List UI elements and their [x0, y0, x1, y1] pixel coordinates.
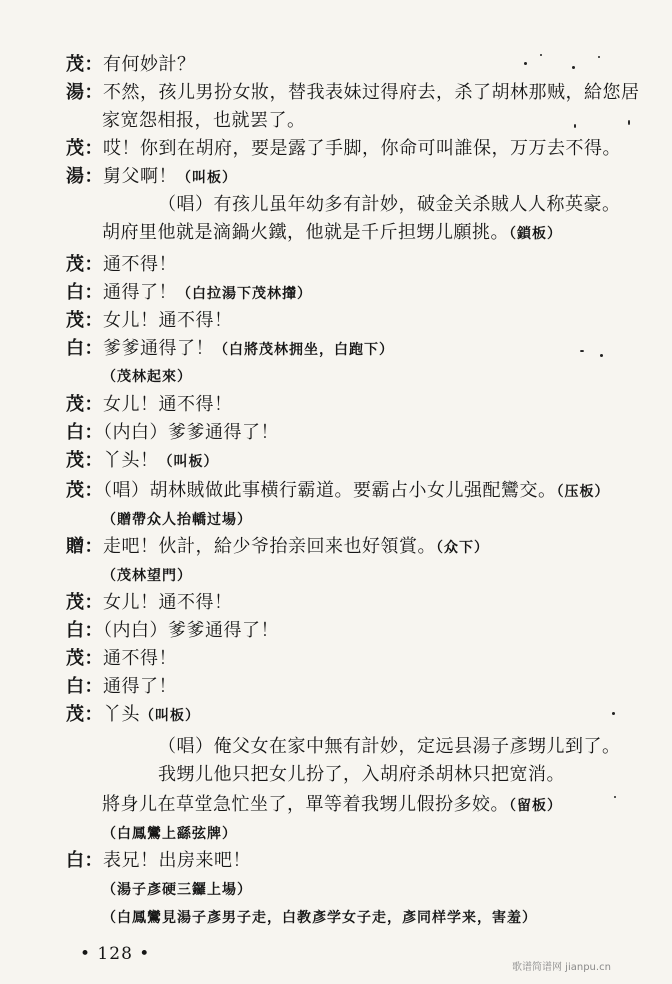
- dialogue-text: 不然，孩儿男扮女妝，替我表妹过得府去，杀了胡林那贼，給您居: [103, 82, 640, 103]
- speaker-label: 茂：: [66, 54, 103, 75]
- dialogue-line: [66, 393, 233, 417]
- stage-direction: （茂林起來）: [102, 369, 192, 385]
- dialogue-line: [158, 735, 621, 759]
- dialogue-text: 通得了！: [103, 282, 177, 303]
- dialogue-text: 通不得！: [103, 648, 177, 669]
- ink-speck: [572, 66, 575, 69]
- dialogue-line: [66, 337, 394, 362]
- stage-direction: （留板）: [509, 798, 562, 814]
- speaker-label: 湯：: [66, 166, 103, 187]
- dialogue-line: [66, 421, 279, 445]
- speaker-label: 茂：: [66, 592, 103, 613]
- dialogue-line: [158, 193, 621, 217]
- dialogue-text: （唱）胡林賊做此事横行霸道。要霸占小女儿强配鸞交。: [103, 480, 557, 501]
- ink-speck: [598, 56, 600, 58]
- ink-speck: [600, 354, 603, 357]
- speaker-label: 茂：: [66, 310, 103, 331]
- speaker-label: 茂：: [66, 450, 103, 471]
- dialogue-line: [66, 81, 640, 105]
- stage-direction: （白鳳鸞見湯子彥男子走，白教彥学女子走，彥同样学来，害羞）: [102, 910, 537, 926]
- dialogue-text: 女儿！通不得！: [103, 310, 233, 331]
- speaker-label: 白：: [66, 422, 103, 443]
- dialogue-line: [66, 675, 177, 699]
- dialogue-line: [66, 619, 279, 643]
- stage-direction: （叫板）: [177, 170, 237, 186]
- dialogue-line: [102, 877, 252, 902]
- speaker-label: 白：: [66, 850, 103, 871]
- ink-speck: [574, 124, 576, 128]
- speaker-label: 茂：: [66, 394, 103, 415]
- speaker-label: 白：: [66, 676, 103, 697]
- dialogue-line: [102, 905, 537, 930]
- dialogue-text: 丫头: [103, 704, 140, 725]
- speaker-label: 白：: [66, 338, 103, 359]
- stage-direction: （贈帶众人抬轎过場）: [102, 512, 252, 528]
- dialogue-line: [66, 137, 621, 161]
- page-number: • 128 •: [80, 944, 151, 964]
- dialogue-line: [102, 507, 252, 532]
- dialogue-line: [102, 793, 562, 818]
- dialogue-text: 將身儿在草堂急忙坐了，單等着我甥儿假扮多姣。: [102, 794, 509, 815]
- dialogue-text: （唱）俺父女在家中無有計妙，定远县湯子彥甥儿到了。: [158, 736, 621, 757]
- dialogue-line: [102, 821, 237, 846]
- stage-direction: （叫板）: [140, 708, 200, 724]
- stage-direction: （茂林望門）: [102, 568, 192, 584]
- speaker-label: 白：: [66, 620, 103, 641]
- speaker-label: 茂：: [66, 704, 103, 725]
- stage-direction: （众下）: [436, 540, 489, 556]
- dialogue-text: 丫头！: [103, 450, 159, 471]
- speaker-label: 茂：: [66, 648, 103, 669]
- dialogue-line: [102, 221, 562, 246]
- ink-speck: [612, 712, 615, 715]
- dialogue-line: [66, 165, 237, 190]
- dialogue-line: [102, 364, 192, 389]
- dialogue-text: 爹爹通得了！: [103, 338, 214, 359]
- dialogue-text: 走吧！伙計，給少爷抬亲回来也好領賞。: [103, 536, 436, 557]
- speaker-label: 茂：: [66, 138, 103, 159]
- ink-speck: [540, 54, 542, 56]
- stage-direction: （叫板）: [158, 454, 219, 470]
- watermark: 歌谱简谱网 jianpu.cn: [512, 962, 611, 973]
- dialogue-line: [102, 563, 192, 588]
- dialogue-text: 我甥儿他只把女儿扮了，入胡府杀胡林只把宽消。: [158, 764, 565, 785]
- dialogue-line: [66, 281, 312, 306]
- dialogue-text: 通得了！: [103, 676, 177, 697]
- stage-direction: （白鳳鸞上繇弦牌）: [102, 826, 237, 842]
- dialogue-line: [66, 849, 251, 873]
- dialogue-line: [66, 479, 610, 504]
- stage-direction: （鎖板）: [509, 226, 562, 242]
- speaker-label: 湯：: [66, 82, 103, 103]
- dialogue-text: 家宽怨相报，也就罢了。: [102, 110, 306, 131]
- stage-direction: （湯子彥硬三鑼上場）: [102, 882, 252, 898]
- speaker-label: 白：: [66, 282, 103, 303]
- dialogue-text: 有何妙計？: [103, 54, 196, 75]
- dialogue-text: 哎！你到在胡府，要是露了手脚，你命可叫誰保，万万去不得。: [103, 138, 621, 159]
- dialogue-line: [66, 53, 196, 77]
- speaker-label: 贈：: [66, 536, 103, 557]
- stage-direction: （白拉湯下茂林攆）: [177, 286, 312, 302]
- dialogue-line: [66, 309, 233, 333]
- speaker-label: 茂：: [66, 254, 103, 275]
- dialogue-line: [66, 591, 233, 615]
- dialogue-text: （内白）爹爹通得了！: [103, 422, 279, 443]
- dialogue-text: 舅父啊！: [103, 166, 177, 187]
- ink-speck: [614, 796, 616, 798]
- dialogue-text: 女儿！通不得！: [103, 592, 233, 613]
- ink-speck: [628, 120, 630, 125]
- dialogue-line: [158, 763, 565, 787]
- dialogue-text: （唱）有孩儿虽年幼多有計妙，破金关杀賊人人称英豪。: [158, 194, 621, 215]
- dialogue-text: 通不得！: [103, 254, 177, 275]
- dialogue-line: [66, 253, 177, 277]
- ink-speck: [524, 62, 527, 65]
- speaker-label: 茂：: [66, 480, 103, 501]
- stage-direction: （压板）: [556, 484, 610, 500]
- dialogue-text: 胡府里他就是滴鍋火鐵，他就是千斤担甥儿願挑。: [102, 222, 509, 243]
- dialogue-line: [66, 647, 177, 671]
- dialogue-text: 表兄！出房来吧！: [103, 850, 251, 871]
- dialogue-text: （内白）爹爹通得了！: [103, 620, 279, 641]
- dialogue-line: [66, 535, 489, 560]
- dialogue-line: [66, 703, 200, 728]
- dialogue-line: [66, 449, 219, 474]
- dialogue-line: [102, 109, 306, 133]
- dialogue-text: 女儿！通不得！: [103, 394, 233, 415]
- stage-direction: （白將茂林拥坐，白跑下）: [214, 342, 394, 358]
- ink-speck: [580, 350, 584, 352]
